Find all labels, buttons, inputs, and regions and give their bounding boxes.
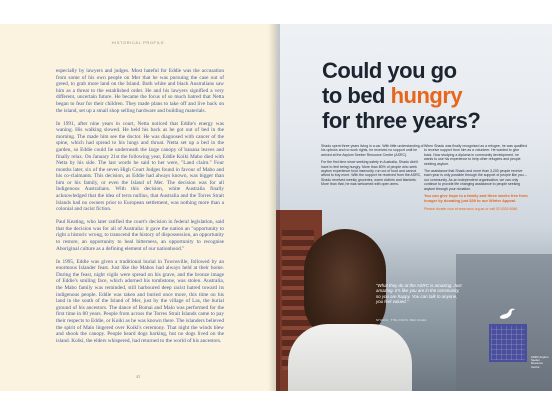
paragraph: Paul Keating, who later ratified the court's decision in federal legislation, said that the decision was for all of Australia: it gave the nation an "opportunity to right a historic wrong, to transcend the history of dispossession, an opportunity to restore, an opportunity to heal bitterness, an opportunity to recognise Aboriginal culture as a defining element of our nationhood.": [56, 219, 224, 252]
ad-paragraph: Shadu spent three years living in a car. With little understanding of his options and no work rights, he received no support until he arrived at the Asylum Seeker Resource Centre (ASRC).: [321, 144, 424, 157]
paragraph: In 1995, Eddie was given a traditional burial in Townsville, followed by an enormous Islander feast. Just like the Mabos had always held at their home. During the feast, night vigils were spread on his grave, and the bronze image of Eddie's smiling face, which adorned his tombstone, was stolen. Australia, the Mabo family was reminded, still harboured deep racist hatred toward its indigenous people. Eddie was taken and buried once more, this time on his land in the south of the Island of Mer, just by the village of Las, the burial ground of his ancestors. The dance of Bomai and Malo was performed for the first time in 80 years. People from across the Torres Strait Islands came to pay their respects to Eddie, or Koiki as he was known there. The islanders believed the spirit of Malo lingered over Koiki's ceremony. That night the winds blew and shook the canopy. People heard dogs barking, but no dogs lived on the island. Koiki, the elders whispered, had returned to the world of his ancestors.: [56, 258, 224, 344]
ad-column-left: [321, 144, 425, 190]
paragraph: especially by lawyers and judges. Most hateful for Eddie was the accusation from some of his own people on Mer that he was pursuing the case out of greed, to grab more land on the Island. Both white and black Australians saw him as a threat to the established order. He and his lawyers signified a very different, uncertain future. He became the focus of so much hatred that Netta began to fear for their children. They made plans to take off and live back on the island, set up a small shop selling hardware and building materials.: [56, 68, 224, 114]
quote-attribution: SHADU, THE ASRC REFUGEE: [376, 318, 427, 322]
page-gutter: [268, 24, 280, 391]
page-number: 43: [136, 374, 140, 379]
headline-accent: hungry: [390, 83, 463, 108]
portrait-shirt: [288, 324, 412, 391]
asrc-logo: [489, 324, 527, 362]
ad-column-right: [424, 144, 528, 214]
testimonial-quote: "What they do at the ASRC is amazing. Just amazing. It's like you are in the community, so you are happy. You can talk to anyone, you feel valued.": [376, 283, 462, 305]
paragraph: In 1991, after nine years in court, Netta noticed that Eddie's energy was waning. His walking slowed. He held his back as he got out of bed in the morning. The made him see the doctor. He was diagnosed with cancer of the spine, which had spread to his lungs and throat. Netta set up a bed in the garden, so Eddie could lie underneath the large canopy of banana leaves and finally relax. On January 21st the following year, Eddie Koiki Mabo died with Netta by his side. The last words he said to her were, "Land claim." Four months later, six of the seven High Court Judges found in favour of Mabo and his co-claimants. This decision, as Eddie had always known, was bigger than him or his family, or even the Island of Mer. The decision was for all Indigenous Australians. With this decision, white Australia finally acknowledged that the idea of terra nullius, that Australia and the Torres Strait Islands had no owners prior to European settlement, was nothing more than a colonial and racist fiction.: [56, 120, 224, 213]
call-to-action: You can give hope to a family and three weeks free from hunger by donating just $39 to our Winter Appeal.: [424, 193, 528, 203]
headline-line: for three years?: [322, 108, 481, 133]
headline-text: to bed: [322, 83, 391, 108]
left-page: [0, 24, 276, 391]
right-page-ad: [276, 24, 552, 391]
headline-line: Could you go: [322, 58, 457, 83]
headline-line: [322, 83, 536, 108]
logo-text: ASRC Asylum Seeker Resource Centre: [531, 355, 549, 369]
ad-paragraph: For the first time since seeking safety in Australia, Shadu didn't have to feel being hungry. More than 80% of people who seek asylum experience food insecurity, run out of food and cannot afford to buy more. With the support he received from the ASRC, Shadu received weekly groceries, warm clothes and blankets. More than that, he was welcomed with open arms.: [321, 160, 422, 187]
ad-paragraph: The assistance that Shadu and more than 3,200 people receive each year is only possible through the support of people like you – our community. As an independent organisation, we can only continue to provide life changing assistance to people seeking asylum through your donation.: [424, 169, 527, 191]
donation-contact: Please donate now at www.asrc.org.au or call 03 9326 6066: [424, 206, 518, 211]
dove-icon: [498, 306, 516, 324]
article-body: [56, 68, 224, 351]
magazine-spread: [0, 24, 552, 391]
ad-headline: [322, 58, 536, 133]
page-header: HISTORICAL PROFILE: [111, 40, 165, 45]
ad-paragraph: When Shadu was finally recognised as a refugee, he was qualified to receive support from him as a volunteer. He wanted to give back. Now studying a diploma in community development, he wants to use his experience to help other refugees and people seeking asylum.: [424, 144, 527, 166]
portrait-photo: [304, 229, 386, 339]
